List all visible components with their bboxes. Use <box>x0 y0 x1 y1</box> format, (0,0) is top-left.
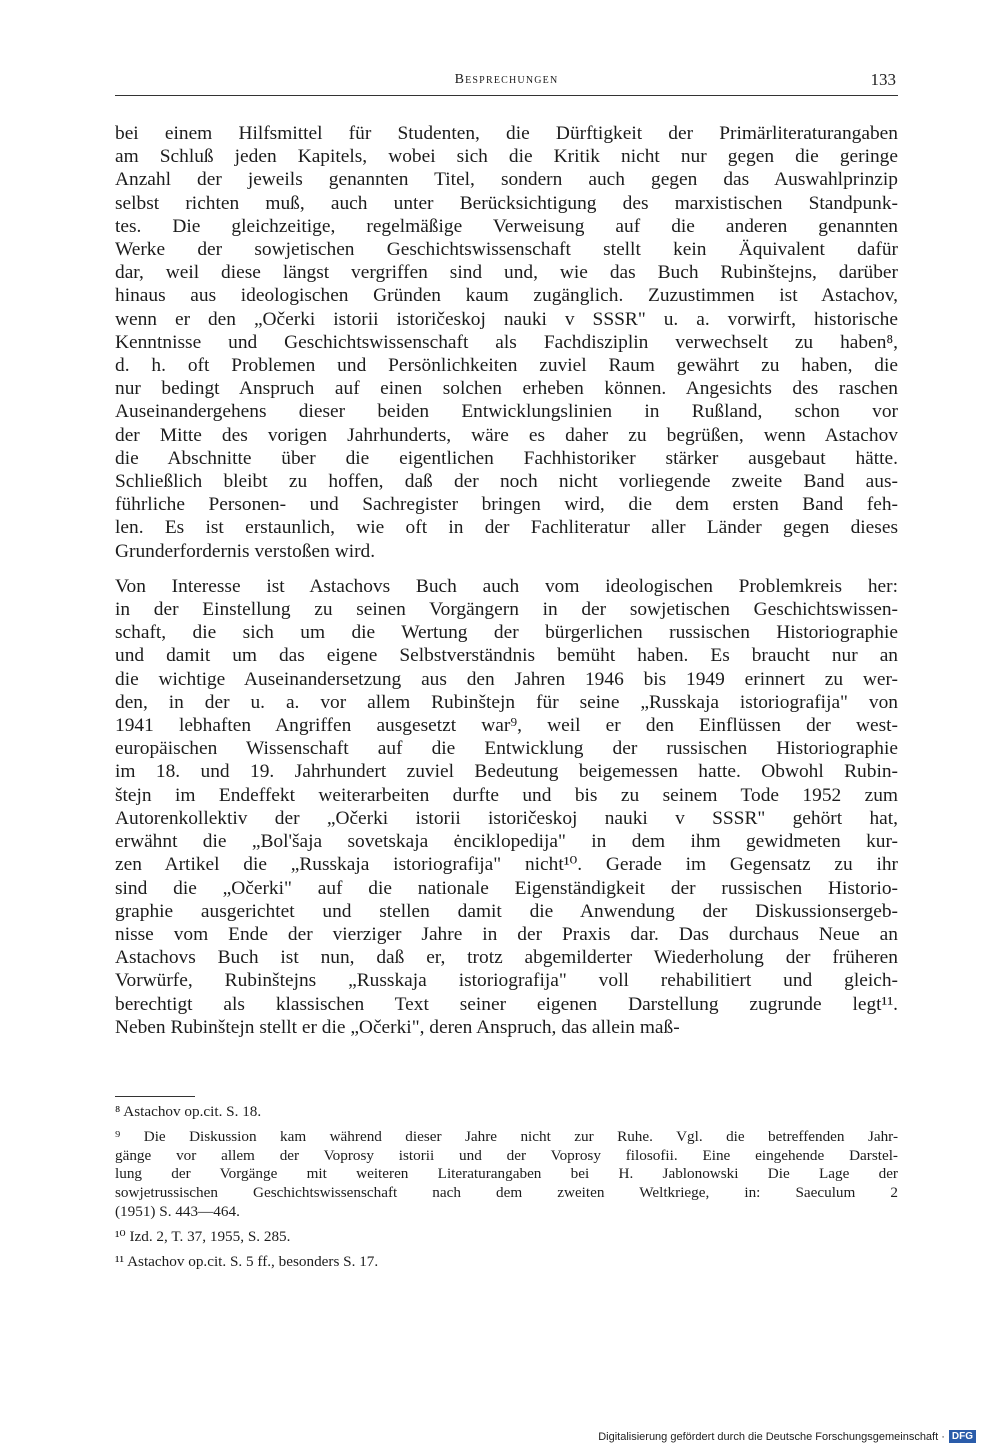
text-line: Werke der sowjetischen Geschichtswissenschaft stellt kein Äquivalent dafür <box>115 239 898 261</box>
text-line: Vorwürfe, Rubinštejns „Russkaja istoriografija" voll rehabilitiert und gleich- <box>115 970 898 992</box>
footnote-rule <box>115 1096 195 1097</box>
text-line: 1941 lebhaften Angriffen ausgesetzt war⁹, weil er den Einflüssen der west- <box>115 715 898 737</box>
text-line: nur bedingt Anspruch auf einen solchen erheben können. Angesichts des raschen <box>115 378 898 400</box>
page-number: 133 <box>870 70 896 89</box>
text-line: die Abschnitte über die eigentlichen Fachhistoriker stärker ausgebaut hätte. <box>115 447 898 469</box>
text-line: Anzahl der jeweils genannten Titel, sondern auch gegen das Auswahlprinzip <box>115 169 898 191</box>
credit-text: Digitalisierung gefördert durch die Deutsche Forschungsgemeinschaft · <box>598 1430 945 1443</box>
text-line: tes. Die gleichzeitige, regelmäßige Verweisung auf die anderen genannten <box>115 215 898 237</box>
text-line: den, in der u. a. vor allem Rubinštejn für seine „Russkaja istoriografija" von <box>115 691 898 713</box>
footnote <box>115 1228 898 1247</box>
text-line: d. h. oft Problemen und Persönlichkeiten zuviel Raum gewährt zu haben, die <box>115 355 898 377</box>
footnote-line: ⁸ Astachov op.cit. S. 18. <box>115 1103 262 1120</box>
text-line: führliche Personen- und Sachregister bringen wird, die dem ersten Band feh- <box>115 494 898 516</box>
header-rule <box>115 95 898 96</box>
footnote-line: ¹⁰ Izd. 2, T. 37, 1955, S. 285. <box>115 1227 291 1245</box>
text-line: Von Interesse ist Astachovs Buch auch vom ideologischen Problemkreis her: <box>115 575 898 597</box>
footnote-line: (1951) S. 443—464. <box>115 1202 240 1220</box>
text-line: graphie ausgerichtet und stellen damit die Anwendung der Diskussionsergeb- <box>115 900 898 922</box>
main-text <box>115 122 898 1039</box>
footnote-line: gänge vor allem der Voprosy istorii und der Voprosy filosofii. Eine eingehende Darstel- <box>115 1146 898 1164</box>
text-line: nisse vom Ende der vierziger Jahre in der Praxis dar. Das durchaus Neue an <box>115 923 898 945</box>
footnote <box>115 1253 898 1272</box>
text-line: bei einem Hilfsmittel für Studenten, die Dürftigkeit der Primärliteraturangaben <box>115 123 898 144</box>
running-head-title: Besprechungen <box>454 72 559 87</box>
text-line: Grunderfordernis verstoßen wird. <box>115 540 376 562</box>
text-line: am Schluß jeden Kapitels, wobei sich die Kritik nicht nur gegen die geringe <box>115 146 898 168</box>
text-line: berechtigt als klassischen Text seiner eigenen Darstellung zugrunde legt¹¹. <box>115 993 898 1015</box>
dfg-logo: DFG <box>949 1430 976 1443</box>
text-line: und damit um das eigene Selbstverständnis bemüht haben. Es braucht nur an <box>115 645 898 667</box>
text-line: dar, weil diese längst vergriffen sind und, wie das Buch Rubinštejns, darüber <box>115 262 898 284</box>
text-line: in der Einstellung zu seinen Vorgängern in der sowjetischen Geschichtswissen- <box>115 599 898 621</box>
text-line: schaft, die sich um die Wertung der bürgerlichen russischen Historiographie <box>115 622 898 644</box>
text-line: Autorenkollektiv der „Očerki istorii istoričeskoj nauki v SSSR" gehört hat, <box>115 807 898 829</box>
footnotes <box>115 1103 898 1277</box>
text-line: sind die „Očerki" auf die nationale Eigenständigkeit der russischen Historio- <box>115 877 898 899</box>
text-line: len. Es ist erstaunlich, wie oft in der Fachliteratur aller Länder gegen dieses <box>115 517 898 539</box>
digitization-credit <box>598 1430 976 1443</box>
text-line: zen Artikel die „Russkaja istoriografija" nicht¹⁰. Gerade im Gegensatz zu ihr <box>115 854 898 876</box>
text-line: štejn im Endeffekt weiterarbeiten durfte und bis zu seinem Tode 1952 zum <box>115 784 898 806</box>
text-line: die wichtige Auseinandersetzung aus den Jahren 1946 bis 1949 erinnert zu wer- <box>115 668 898 690</box>
footnote-line: sowjetrussischen Geschichtswissenschaft nach dem zweiten Weltkriege, in: Saeculum 2 <box>115 1184 898 1202</box>
text-line: Schließlich bleibt zu hoffen, daß der noch nicht vorliegende zweite Band aus- <box>115 471 898 493</box>
footnote-line: ¹¹ Astachov op.cit. S. 5 ff., besonders S. 17. <box>115 1252 379 1270</box>
footnote <box>115 1103 898 1122</box>
footnote <box>115 1128 898 1222</box>
text-line: erwähnt die „Bol'šaja sovetskaja ėnciklopedija" in dem ihm gewidmeten kur- <box>115 831 898 853</box>
text-line: der Mitte des vorigen Jahrhunderts, wäre es daher zu begrüßen, wenn Astachov <box>115 424 898 446</box>
text-line: selbst richten muß, auch unter Berücksichtigung des marxistischen Standpunk- <box>115 192 898 214</box>
running-header <box>115 70 898 96</box>
footnote-line: ⁹ Die Diskussion kam während dieser Jahre nicht zur Ruhe. Vgl. die betreffenden Jahr- <box>115 1127 898 1145</box>
text-line: Astachovs Buch ist nun, daß er, trotz abgemilderter Wiederholung der früheren <box>115 947 898 969</box>
footnote-line: lung der Vorgänge mit weiteren Literaturangaben bei H. Jablonowski Die Lage der <box>115 1165 898 1183</box>
paragraph-2 <box>115 575 898 1039</box>
text-line: europäischen Wissenschaft auf die Entwicklung der russischen Historiographie <box>115 738 898 760</box>
text-line: Neben Rubinštejn stellt er die „Očerki", deren Anspruch, das allein maß- <box>115 1016 680 1038</box>
text-line: Kenntnisse und Geschichtswissenschaft als Fachdisziplin verwechselt zu haben⁸, <box>115 331 898 353</box>
paragraph-1 <box>115 122 898 563</box>
text-line: wenn er den „Očerki istorii istoričeskoj nauki v SSSR" u. a. vorwirft, historische <box>115 308 898 330</box>
text-line: im 18. und 19. Jahrhundert zuviel Bedeutung beigemessen hatte. Obwohl Rubin- <box>115 761 898 783</box>
text-line: Auseinandergehens dieser beiden Entwicklungslinien in Rußland, schon vor <box>115 401 898 423</box>
text-line: hinaus aus ideologischen Gründen kaum zugänglich. Zuzustimmen ist Astachov, <box>115 285 898 307</box>
